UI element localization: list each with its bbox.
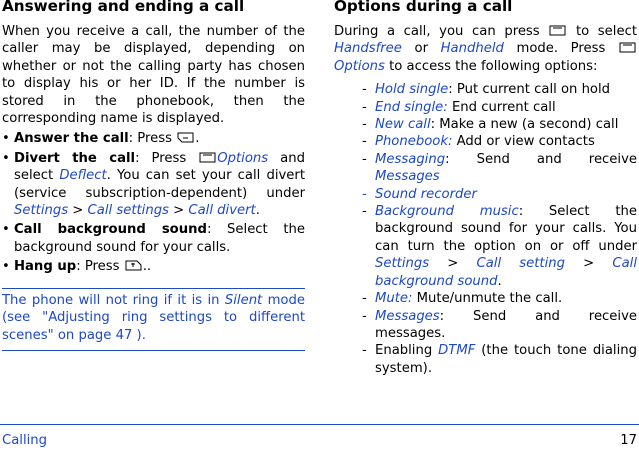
option-hold: [362, 81, 637, 98]
option-background-music: [362, 203, 637, 290]
answering-bullets: [2, 130, 305, 275]
bg-gt-1: >: [429, 256, 477, 272]
p1-a: During a call, you can press: [334, 24, 549, 39]
call-key-icon: [177, 132, 194, 143]
options-list: [334, 81, 637, 377]
footer-rule: [0, 424, 639, 425]
option-messages: [362, 308, 637, 343]
right-softkey-icon-2: [619, 42, 636, 53]
right-softkey-icon: [199, 152, 216, 163]
options-label-2: Options: [334, 58, 385, 74]
phonebook-label: Phonebook:: [375, 134, 453, 150]
bullet-background-text: : Select the background sound for your calls.: [14, 222, 306, 255]
section-title-answering: Answering and ending a call: [2, 0, 245, 15]
messaging-text: : Send and receive: [445, 151, 637, 167]
bullet-divert-rest: . You can set your call divert (service subscription-dependent) under: [14, 168, 305, 201]
option-dtmf: [362, 342, 637, 377]
right-column: [334, 0, 637, 377]
option-end: [362, 99, 637, 116]
handsfree-label: Handsfree: [334, 41, 402, 57]
bg-gt-2: >: [565, 256, 613, 272]
option-phonebook: [362, 133, 637, 150]
bullet-divert-mid: and select: [14, 150, 305, 184]
bullet-hangup-end: ..: [142, 259, 152, 275]
settings-label: Settings: [14, 203, 69, 219]
note-text-a: The phone will not ring if it is in: [2, 292, 225, 308]
intro-paragraph: When you receive a call, the number of the caller may be displayed, depending on whether or not the calling party has chosen to display his or her ID. If the number is stored in the phonebook, then the corresponding name is displayed.: [2, 24, 305, 127]
left-softkey-icon: [549, 25, 566, 36]
background-music-text: : Select the background sound for your calls. You can turn the option on or off under: [375, 204, 637, 254]
hold-text: : Put current call on hold: [448, 82, 611, 98]
bullet-background-label: Call background sound: [14, 222, 207, 238]
bullet-hangup-text: : Press: [76, 259, 124, 275]
gt-1: >: [68, 203, 88, 219]
bg-settings-label: Settings: [375, 256, 430, 272]
bg-call-background-sound-label: Call background sound: [375, 256, 638, 289]
option-messaging: [362, 151, 637, 186]
end-text: End current call: [447, 99, 556, 115]
background-music-label: Background music: [375, 204, 519, 220]
note-box: [2, 288, 305, 351]
bullet-divert-end: .: [255, 203, 260, 219]
page-number: 17: [620, 433, 637, 448]
bullet-divert-text: : Press: [135, 150, 199, 166]
section-title-options: Options during a call: [334, 0, 513, 15]
gt-2: >: [168, 203, 189, 219]
new-call-label: New call: [375, 117, 431, 133]
hold-label: Hold single: [375, 82, 449, 98]
bullet-answer-label: Answer the call: [14, 131, 129, 147]
sound-recorder-label: Sound recorder: [375, 186, 477, 202]
new-call-text: : Make a new (a second) call: [430, 117, 619, 133]
mute-label: Mute:: [375, 291, 413, 307]
p1-d: to access the following options:: [384, 58, 598, 74]
bullet-background: [2, 221, 305, 256]
left-column: [2, 0, 305, 351]
p1-or: or: [401, 41, 441, 57]
bullet-hangup-label: Hang up: [14, 259, 77, 275]
bg-call-setting-label: Call setting: [476, 256, 565, 272]
options-intro: [334, 23, 637, 75]
dtmf-b: (the touch tone dialing system).: [375, 343, 637, 376]
p1-b: to select: [567, 24, 637, 39]
bullet-answer-end: .: [195, 131, 200, 147]
messages-label: Messages: [375, 308, 440, 324]
call-divert-label: Call divert: [188, 203, 256, 219]
handheld-label: Handheld: [440, 41, 504, 57]
messaging-label: Messaging: [375, 151, 446, 167]
call-settings-label: Call settings: [87, 203, 169, 219]
options-label: Options: [217, 150, 269, 166]
option-new-call: [362, 116, 637, 133]
bullet-hangup: [2, 258, 305, 275]
p1-c: mode. Press: [503, 41, 619, 57]
bullet-answer: [2, 130, 305, 147]
messages-text: : Send and receive messages.: [375, 308, 637, 341]
bullet-divert-label: Divert the call: [14, 150, 136, 166]
note-silent: Silent: [224, 292, 263, 308]
end-label: End single:: [375, 99, 448, 115]
bg-end: .: [497, 273, 502, 289]
end-key-icon: [125, 260, 142, 271]
option-mute: [362, 290, 637, 307]
deflect-label: Deflect: [59, 168, 107, 184]
dtmf-a: Enabling: [375, 343, 439, 359]
note-text-b: mode (see "Adjusting ring settings to different scenes" on page 47 ).: [2, 292, 305, 343]
dtmf-label: DTMF: [438, 343, 476, 359]
bullet-divert: [2, 150, 305, 220]
option-sound-recorder: [362, 186, 637, 203]
footer-section: Calling: [2, 433, 48, 448]
messages-link: Messages: [375, 169, 440, 185]
bullet-answer-text: : Press: [128, 131, 177, 147]
mute-text: Mute/unmute the call.: [412, 291, 563, 307]
phonebook-text: Add or view contacts: [452, 134, 595, 150]
